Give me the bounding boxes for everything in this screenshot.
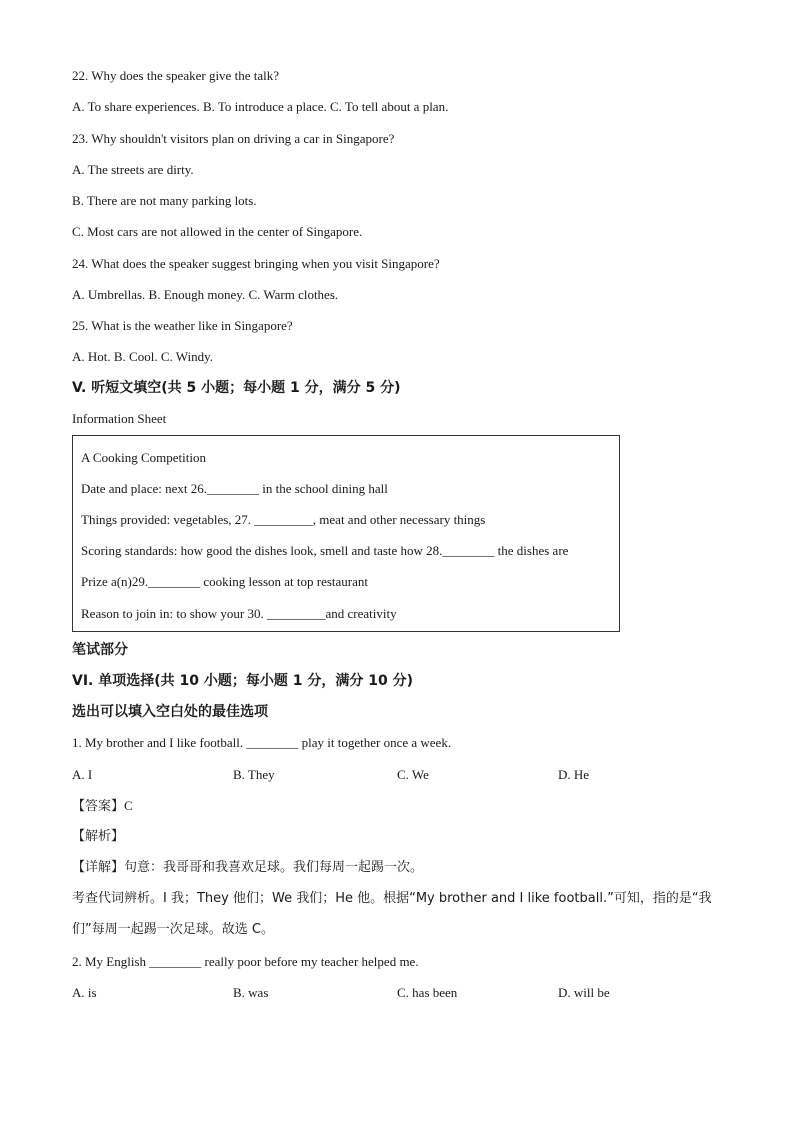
detail-explanation: 【详解】句意：我哥哥和我喜欢足球。我们每周一起踢一次。 xyxy=(72,860,424,875)
written-part-heading: 笔试部分 xyxy=(72,642,128,658)
question-23-option-b: B. There are not many parking lots. xyxy=(72,193,257,208)
question-22-options: A. To share experiences. B. To introduce a place. C. To tell about a plan. xyxy=(72,99,449,114)
info-sheet-row-26: Date and place: next 26.________ in the school dining hall xyxy=(81,481,388,496)
info-sheet-row-30: Reason to join in: to show your 30. _________and creativity xyxy=(81,606,397,621)
info-sheet-row-29: Prize a(n)29.________ cooking lesson at top restaurant xyxy=(81,574,369,589)
section-5-heading: V. 听短文填空(共 5 小题；每小题 1 分，满分 5 分) xyxy=(72,380,401,396)
explanation-line-1: 考查代词辨析。I 我；They 他们；We 我们；He 他。根据“My brother and I like football.”可知，指的是“我 xyxy=(72,891,712,906)
question-2-option-d: D. will be xyxy=(558,985,610,1000)
question-23-option-a: A. The streets are dirty. xyxy=(72,162,194,177)
question-22: 22. Why does the speaker give the talk? xyxy=(72,68,279,83)
question-2-option-b: B. was xyxy=(233,985,269,1000)
question-24-options: A. Umbrellas. B. Enough money. C. Warm clothes. xyxy=(72,287,339,302)
info-sheet-label: Information Sheet xyxy=(72,411,167,426)
question-23-option-c: C. Most cars are not allowed in the center of Singapore. xyxy=(72,224,363,239)
question-23: 23. Why shouldn't visitors plan on driving a car in Singapore? xyxy=(72,131,395,146)
question-1: 1. My brother and I like football. ________ play it together once a week. xyxy=(72,735,452,750)
analysis-label: 【解析】 xyxy=(72,829,125,844)
question-2: 2. My English ________ really poor before my teacher helped me. xyxy=(72,954,419,969)
answer-value: C xyxy=(124,798,133,813)
info-sheet-title: A Cooking Competition xyxy=(81,450,206,465)
question-25: 25. What is the weather like in Singapore? xyxy=(72,318,293,333)
info-sheet-row-28: Scoring standards: how good the dishes look, smell and taste how 28.________ the dishes are xyxy=(81,543,569,558)
answer-label: 【答案】 xyxy=(72,799,125,814)
section-6-heading: VI. 单项选择(共 10 小题；每小题 1 分，满分 10 分) xyxy=(72,673,413,689)
explanation-line-2: 们”每周一起踢一次足球。故选 C。 xyxy=(72,922,274,937)
question-1-option-a: A. I xyxy=(72,767,93,782)
question-24: 24. What does the speaker suggest bringing when you visit Singapore? xyxy=(72,256,440,271)
question-1-option-d: D. He xyxy=(558,767,590,782)
info-sheet-box xyxy=(72,435,620,632)
info-sheet-row-27: Things provided: vegetables, 27. _________, meat and other necessary things xyxy=(81,512,486,527)
question-2-option-a: A. is xyxy=(72,985,97,1000)
section-6-instruction: 选出可以填入空白处的最佳选项 xyxy=(72,704,268,720)
question-1-option-b: B. They xyxy=(233,767,275,782)
question-25-options: A. Hot. B. Cool. C. Windy. xyxy=(72,349,214,364)
question-2-option-c: C. has been xyxy=(397,985,458,1000)
question-1-option-c: C. We xyxy=(397,767,429,782)
answer-line xyxy=(72,798,133,815)
